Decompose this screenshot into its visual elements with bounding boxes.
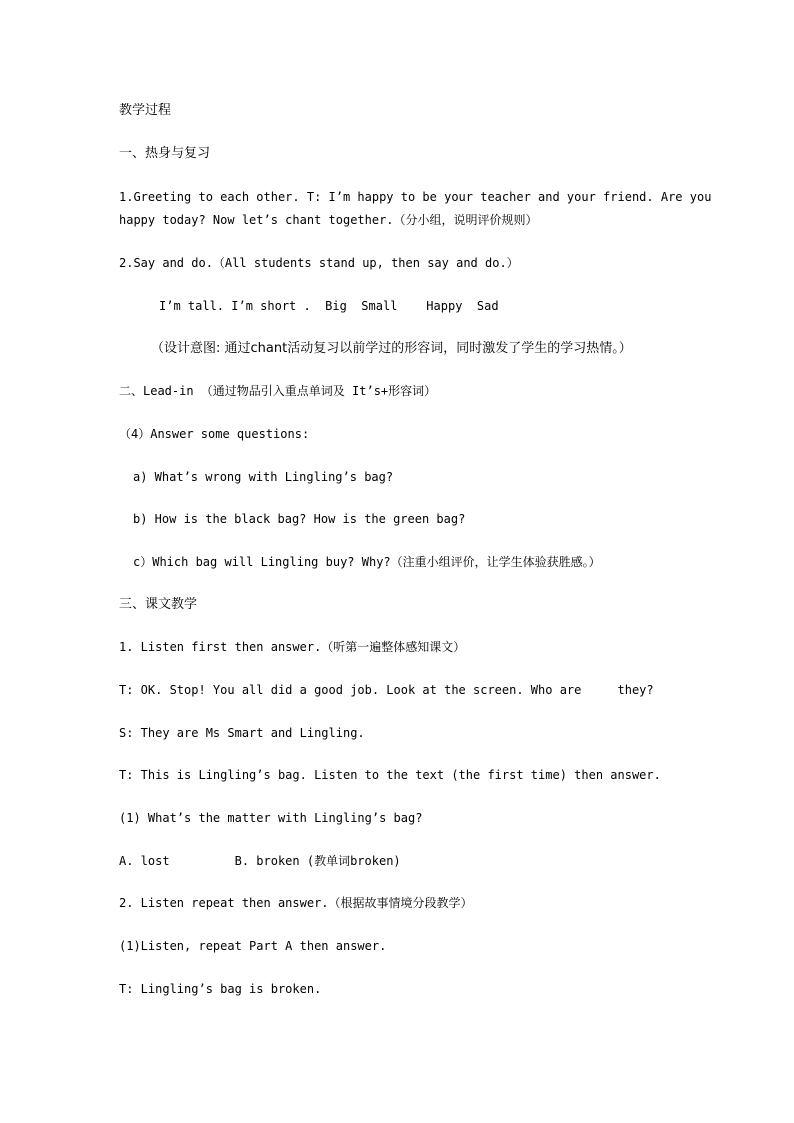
teacher-line-1: T: OK. Stop! You all did a good job. Look at the screen. Who are they? (119, 683, 654, 697)
heading-text-teaching: 三、课文教学 (119, 597, 198, 612)
greeting-line-1: 1.Greeting to each other. T: I’m happy to be your teacher and your friend. Are you (119, 190, 712, 204)
answer-questions-line: （4）Answer some questions: (119, 427, 310, 441)
heading-lead-in: 二、Lead-in （通过物品引入重点单词及 It’s+形容词） (119, 384, 437, 398)
listen-repeat-line: 2. Listen repeat then answer.（根据故事情境分段教学） (119, 896, 473, 910)
section-title: 教学过程 (119, 103, 172, 118)
question-b: b) How is the black bag? How is the green bag? (133, 512, 466, 526)
say-and-do-line: 2.Say and do.（All students stand up, then say and do.） (119, 256, 519, 270)
design-intent-line: （设计意图: 通过chant活动复习以前学过的形容词，同时激发了学生的学习热情。） (151, 341, 632, 356)
student-line-1: S: They are Ms Smart and Lingling. (119, 726, 365, 740)
listen-first-line: 1. Listen first then answer.（听第一遍整体感知课文） (119, 640, 466, 654)
question-a: a) What’s wrong with Lingling’s bag? (133, 470, 394, 484)
part-a-line: (1)Listen, repeat Part A then answer. (119, 939, 387, 953)
options-line: A. lost B. broken (教单词broken) (119, 854, 401, 868)
question-1-line: (1) What’s the matter with Lingling’s bag? (119, 811, 423, 825)
teacher-line-2: T: This is Lingling’s bag. Listen to the text (the first time) then answer. (119, 768, 661, 782)
question-c: c）Which bag will Lingling buy? Why?（注重小组评价，让学生体验获胜感。） (133, 555, 601, 569)
greeting-line-2: happy today? Now let’s chant together.（分小组，说明评价规则） (119, 213, 538, 227)
chant-words-line: I’m tall. I’m short . Big Small Happy Sad (159, 299, 499, 313)
heading-warmup-review: 一、热身与复习 (119, 146, 211, 161)
teacher-line-3: T: Lingling’s bag is broken. (119, 982, 322, 996)
